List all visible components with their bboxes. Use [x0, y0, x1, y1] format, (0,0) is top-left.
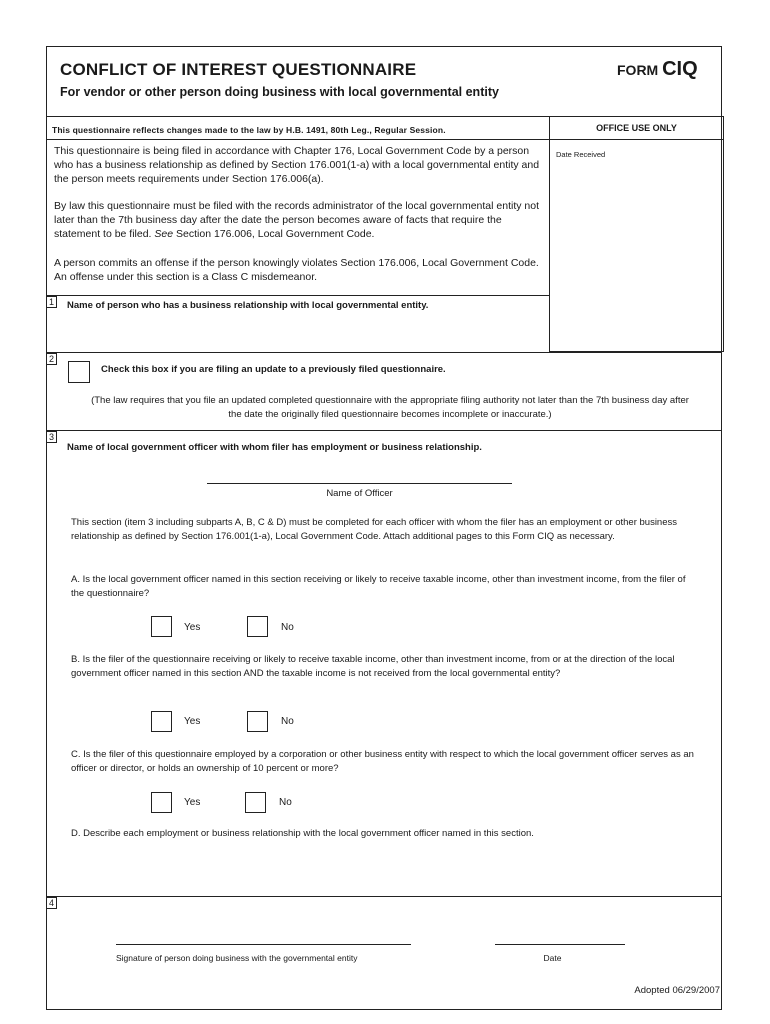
- section-1-divider: [46, 295, 549, 296]
- intro-paragraph-2-text: By law this questionnaire must be filed with the records administrator of the local governmental entity not later than the 7th business day after the date the person becomes aware of facts that require the statement to be filed.: [54, 200, 539, 240]
- section-3-label: Name of local government officer with whom filer has employment or business relationship.: [67, 442, 482, 453]
- form-code: CIQ: [662, 58, 698, 80]
- question-c: C. Is the filer of this questionnaire employed by a corporation or other business entity with respect to which the local government officer serves as an officer or director, or holds an ownership of 10 percent or more?: [71, 749, 694, 774]
- adopted-date: Adopted 06/29/2007: [634, 985, 720, 996]
- section-1-label: Name of person who has a business relationship with local governmental entity.: [67, 300, 429, 311]
- signature-field[interactable]: [116, 915, 411, 943]
- question-b-no-checkbox[interactable]: [247, 711, 268, 732]
- question-a-yes-checkbox[interactable]: [151, 616, 172, 637]
- see-reference: See: [154, 228, 174, 240]
- section-4-number: 4: [46, 897, 57, 909]
- question-a-no-checkbox[interactable]: [247, 616, 268, 637]
- question-d-description-field[interactable]: [60, 845, 710, 893]
- intro-paragraph-3: A person commits an offense if the person knowingly violates Section 176.006, Local Government Code. An offense under this section is a Class C misdemeanor.: [54, 257, 539, 283]
- form-subtitle: For vendor or other person doing business with local governmental entity: [60, 85, 499, 99]
- form-title: CONFLICT OF INTEREST QUESTIONNAIRE: [60, 60, 417, 79]
- office-use-header: OFFICE USE ONLY: [550, 117, 723, 140]
- section-3-number: 3: [46, 431, 57, 443]
- officer-name-line: [207, 483, 512, 484]
- section-2-number: 2: [46, 353, 57, 365]
- section-2-divider: [46, 352, 722, 353]
- office-use-box: [549, 116, 724, 352]
- form-label: FORM: [617, 62, 659, 78]
- form-id: [617, 58, 698, 81]
- section-3-instructions: This section (item 3 including subparts A, B, C & D) must be completed for each officer with whom the filer has an employment or other business relationship as defined by Section 176.001(1-a), Local Government Code. Attach additional pages to this Form CIQ as necessary.: [71, 517, 677, 542]
- question-b-yes-label: Yes: [184, 716, 201, 727]
- question-c-yes-checkbox[interactable]: [151, 792, 172, 813]
- question-b: B. Is the filer of the questionnaire receiving or likely to receive taxable income, other than investment income, from or at the direction of the local government officer named in this section AND the taxable income is not received from the local governmental entity?: [71, 654, 675, 679]
- signature-caption: Signature of person doing business with the governmental entity: [116, 953, 358, 963]
- date-received-label: Date Received: [556, 150, 606, 159]
- question-a-yes-label: Yes: [184, 622, 201, 633]
- question-b-yes-checkbox[interactable]: [151, 711, 172, 732]
- law-change-note: This questionnaire reflects changes made to the law by H.B. 1491, 80th Leg., Regular Session.: [52, 125, 446, 135]
- intro-paragraph-1: This questionnaire is being filed in accordance with Chapter 176, Local Government Code by a person who has a business relationship as defined by Section 176.001(1-a) with a local governmental entity and the person meets requirements under Section 176.006(a).: [54, 145, 540, 185]
- intro-paragraph-2-ref: Section 176.006, Local Government Code.: [176, 228, 375, 240]
- note-divider: [46, 139, 549, 140]
- section-1-number: 1: [46, 296, 57, 308]
- date-line: [495, 944, 625, 945]
- question-a: A. Is the local government officer named in this section receiving or likely to receive taxable income, other than investment income, from the filer of the questionnaire?: [71, 574, 686, 599]
- question-c-no-checkbox[interactable]: [245, 792, 266, 813]
- section-1-name-field[interactable]: [60, 316, 546, 350]
- date-caption: Date: [543, 953, 562, 963]
- section-2-label: Check this box if you are filing an update to a previously filed questionnaire.: [101, 364, 446, 375]
- question-c-no-label: No: [279, 797, 292, 808]
- question-b-no-label: No: [281, 716, 294, 727]
- question-c-yes-label: Yes: [184, 797, 201, 808]
- signature-line: [116, 944, 411, 945]
- section-3-divider: [46, 430, 722, 431]
- section-4-divider: [46, 896, 722, 897]
- question-d: D. Describe each employment or business relationship with the local government officer named in this section.: [71, 828, 534, 839]
- officer-name-caption: Name of Officer: [326, 488, 393, 499]
- section-2-note: (The law requires that you file an updated completed questionnaire with the appropriate filing authority not later than the 7th business day after the date the originally filed questionnaire becomes incomplete or inaccurate.): [91, 395, 689, 420]
- update-checkbox[interactable]: [68, 361, 90, 383]
- date-field[interactable]: [495, 915, 625, 943]
- question-a-no-label: No: [281, 622, 294, 633]
- intro-paragraph-2: [54, 199, 546, 241]
- officer-name-field[interactable]: [207, 462, 512, 482]
